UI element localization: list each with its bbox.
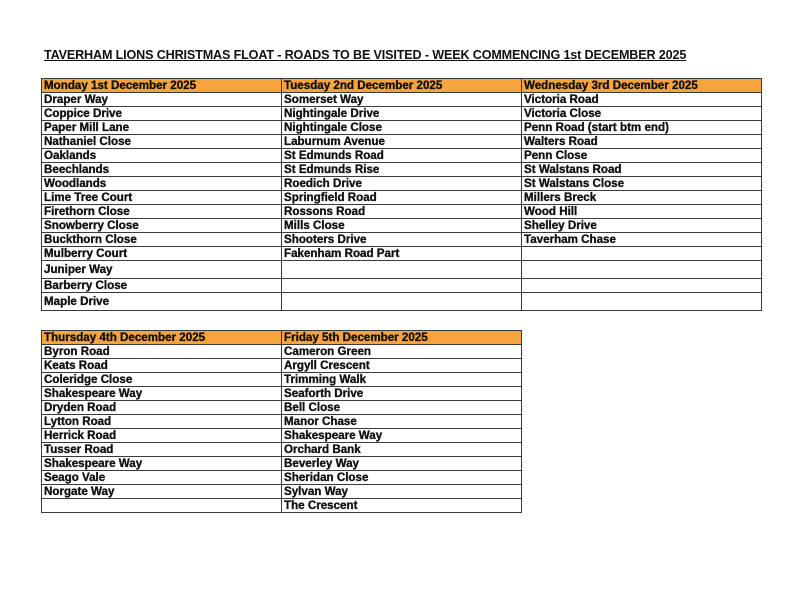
road-cell-thursday: Coleridge Close: [42, 373, 282, 387]
road-cell-wednesday: [522, 293, 762, 311]
road-cell-friday: Sylvan Way: [282, 485, 522, 499]
road-cell-monday: Mulberry Court: [42, 247, 282, 261]
road-cell-friday: Trimming Walk: [282, 373, 522, 387]
table-row: [42, 163, 762, 177]
header-row: [42, 331, 522, 345]
road-cell-tuesday: Springfield Road: [282, 191, 522, 205]
road-cell-friday: Seaforth Drive: [282, 387, 522, 401]
road-cell-friday: Argyll Crescent: [282, 359, 522, 373]
road-cell-thursday: Byron Road: [42, 345, 282, 359]
road-cell-monday: Nathaniel Close: [42, 135, 282, 149]
table-row: [42, 387, 522, 401]
road-cell-thursday: Dryden Road: [42, 401, 282, 415]
road-cell-wednesday: Victoria Road: [522, 93, 762, 107]
table-row: [42, 457, 522, 471]
table-row: [42, 293, 762, 311]
road-cell-wednesday: Taverham Chase: [522, 233, 762, 247]
road-cell-monday: Snowberry Close: [42, 219, 282, 233]
road-cell-thursday: Herrick Road: [42, 429, 282, 443]
road-cell-tuesday: St Edmunds Rise: [282, 163, 522, 177]
schedule-table-mon-wed: [41, 78, 762, 311]
road-cell-monday: Draper Way: [42, 93, 282, 107]
road-cell-monday: Paper Mill Lane: [42, 121, 282, 135]
table-row: [42, 149, 762, 163]
road-cell-tuesday: Nightingale Close: [282, 121, 522, 135]
road-cell-monday: Beechlands: [42, 163, 282, 177]
table-row: [42, 415, 522, 429]
road-cell-tuesday: Nightingale Drive: [282, 107, 522, 121]
document-title: TAVERHAM LIONS CHRISTMAS FLOAT - ROADS TO BE VISITED - WEEK COMMENCING 1st DECEMBER 2025: [44, 48, 687, 62]
day-header-tuesday: Tuesday 2nd December 2025: [282, 79, 522, 93]
table-row: [42, 205, 762, 219]
road-cell-friday: Orchard Bank: [282, 443, 522, 457]
road-cell-monday: Coppice Drive: [42, 107, 282, 121]
road-cell-thursday: Seago Vale: [42, 471, 282, 485]
road-cell-friday: Shakespeare Way: [282, 429, 522, 443]
road-cell-thursday: [42, 499, 282, 513]
table-row: [42, 485, 522, 499]
road-cell-monday: Juniper Way: [42, 261, 282, 279]
road-cell-monday: Maple Drive: [42, 293, 282, 311]
road-cell-friday: Beverley Way: [282, 457, 522, 471]
road-cell-monday: Lime Tree Court: [42, 191, 282, 205]
table-row: [42, 191, 762, 205]
table-row: [42, 345, 522, 359]
road-cell-tuesday: Shooters Drive: [282, 233, 522, 247]
table-row: [42, 401, 522, 415]
road-cell-friday: Sheridan Close: [282, 471, 522, 485]
table-row: [42, 247, 762, 261]
day-header-friday: Friday 5th December 2025: [282, 331, 522, 345]
road-cell-wednesday: [522, 279, 762, 293]
road-cell-tuesday: Mills Close: [282, 219, 522, 233]
road-cell-thursday: Lytton Road: [42, 415, 282, 429]
header-row: [42, 79, 762, 93]
table-row: [42, 135, 762, 149]
road-cell-thursday: Norgate Way: [42, 485, 282, 499]
road-cell-wednesday: St Walstans Close: [522, 177, 762, 191]
road-cell-thursday: Tusser Road: [42, 443, 282, 457]
road-cell-wednesday: Shelley Drive: [522, 219, 762, 233]
road-cell-friday: Manor Chase: [282, 415, 522, 429]
road-cell-monday: Oaklands: [42, 149, 282, 163]
table-row: [42, 359, 522, 373]
road-cell-tuesday: Somerset Way: [282, 93, 522, 107]
table-row: [42, 443, 522, 457]
road-cell-thursday: Shakespeare Way: [42, 457, 282, 471]
table-row: [42, 261, 762, 279]
road-cell-tuesday: [282, 293, 522, 311]
table-row: [42, 121, 762, 135]
table-row: [42, 429, 522, 443]
road-cell-tuesday: St Edmunds Road: [282, 149, 522, 163]
day-header-wednesday: Wednesday 3rd December 2025: [522, 79, 762, 93]
road-cell-tuesday: Laburnum Avenue: [282, 135, 522, 149]
table-row: [42, 93, 762, 107]
table-row: [42, 177, 762, 191]
road-cell-wednesday: Millers Breck: [522, 191, 762, 205]
road-cell-tuesday: [282, 279, 522, 293]
table-row: [42, 499, 522, 513]
table-row: [42, 233, 762, 247]
schedule-table-thu-fri: [41, 330, 522, 513]
road-cell-friday: Cameron Green: [282, 345, 522, 359]
table-row: [42, 373, 522, 387]
road-cell-tuesday: Rossons Road: [282, 205, 522, 219]
road-cell-wednesday: Penn Road (start btm end): [522, 121, 762, 135]
road-cell-tuesday: [282, 261, 522, 279]
road-cell-wednesday: Penn Close: [522, 149, 762, 163]
road-cell-wednesday: Walters Road: [522, 135, 762, 149]
day-header-thursday: Thursday 4th December 2025: [42, 331, 282, 345]
table-row: [42, 471, 522, 485]
table-row: [42, 219, 762, 233]
road-cell-wednesday: St Walstans Road: [522, 163, 762, 177]
road-cell-wednesday: [522, 247, 762, 261]
road-cell-monday: Firethorn Close: [42, 205, 282, 219]
table-row: [42, 107, 762, 121]
road-cell-wednesday: [522, 261, 762, 279]
road-cell-friday: The Crescent: [282, 499, 522, 513]
road-cell-thursday: Shakespeare Way: [42, 387, 282, 401]
road-cell-wednesday: Victoria Close: [522, 107, 762, 121]
road-cell-tuesday: Fakenham Road Part: [282, 247, 522, 261]
road-cell-friday: Bell Close: [282, 401, 522, 415]
day-header-monday: Monday 1st December 2025: [42, 79, 282, 93]
road-cell-wednesday: Wood Hill: [522, 205, 762, 219]
table-row: [42, 279, 762, 293]
road-cell-monday: Buckthorn Close: [42, 233, 282, 247]
road-cell-tuesday: Roedich Drive: [282, 177, 522, 191]
road-cell-thursday: Keats Road: [42, 359, 282, 373]
road-cell-monday: Barberry Close: [42, 279, 282, 293]
road-cell-monday: Woodlands: [42, 177, 282, 191]
